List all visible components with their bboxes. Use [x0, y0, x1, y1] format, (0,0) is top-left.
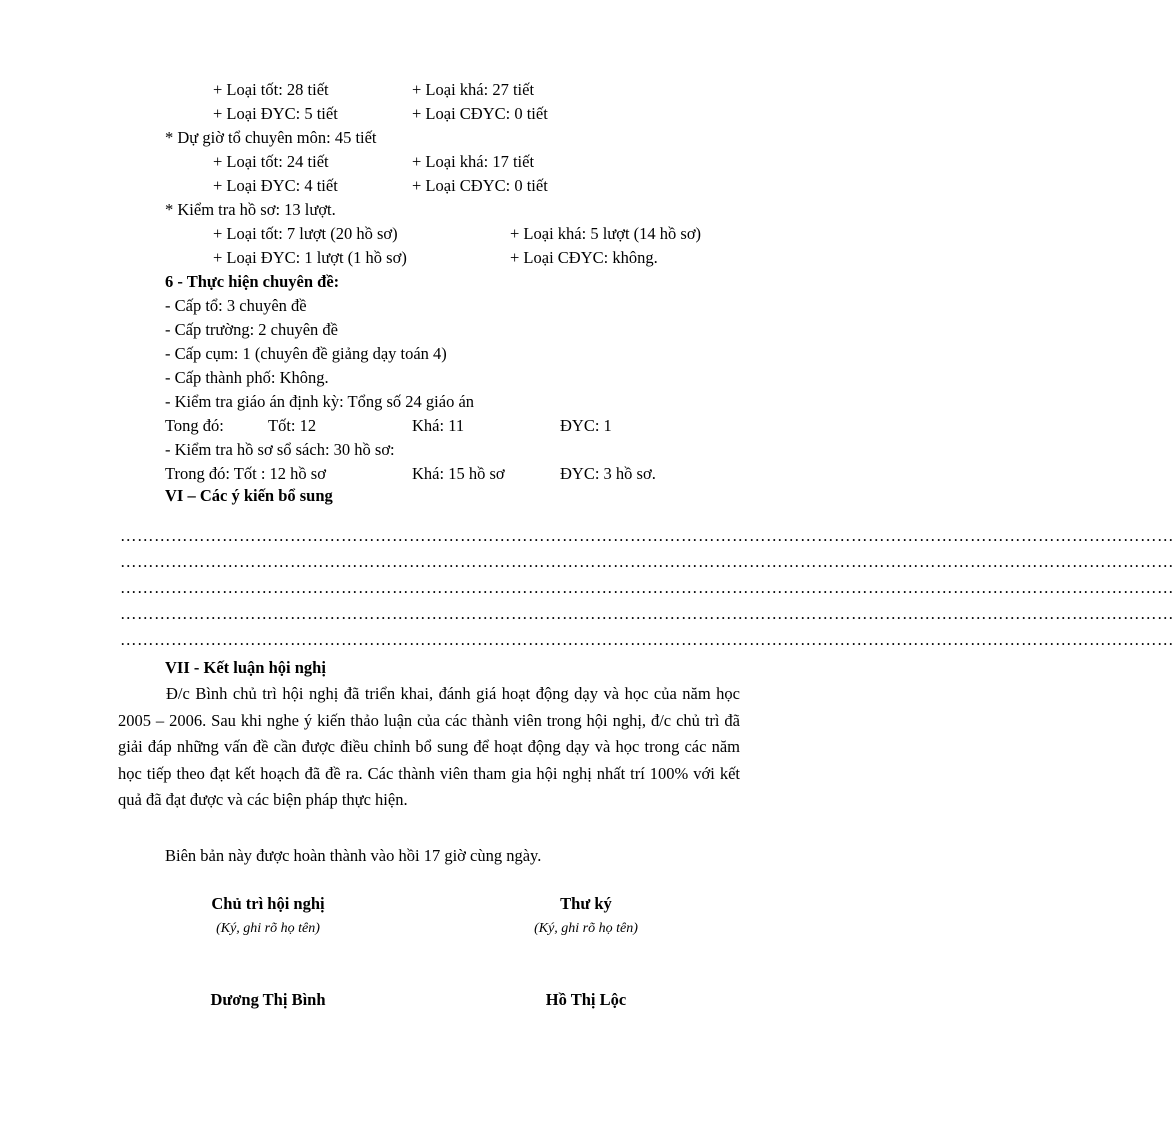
closing-line: Biên bản này được hoàn thành vào hồi 17 giờ cùng ngày.: [165, 846, 542, 865]
r2-b: + Loại CĐYC: 0 tiết: [412, 104, 548, 123]
sign-right-name: Hồ Thị Lộc: [545, 990, 627, 1009]
du-gio-line: * Dự giờ tổ chuyên môn: 45 tiết: [165, 128, 377, 147]
r4-b: + Loại CĐYC: 0 tiết: [412, 176, 548, 195]
section-vii-title: VII - Kết luận hội nghị: [165, 658, 326, 677]
giao-an-row-a: Tong đó:: [165, 416, 224, 435]
cap-truong-line: - Cấp trường: 2 chuyên đề: [165, 320, 339, 339]
cap-thanh-pho-line: - Cấp thành phố: Không.: [165, 368, 329, 387]
dotted-line-3: ……………………………………………………………………………………………………………………………………………………………………: [120, 578, 1174, 597]
kiem-tra-ho-so-line: * Kiểm tra hồ sơ: 13 lượt.: [165, 200, 336, 219]
cap-cum-line: - Cấp cụm: 1 (chuyên đề giảng dạy toán 4): [165, 344, 447, 363]
sign-right-note: (Ký, ghi rõ họ tên): [534, 921, 638, 936]
giao-an-row-c: Khá: 11: [412, 416, 465, 435]
r1-a: + Loại tốt: 28 tiết: [213, 80, 329, 99]
dotted-line-5: ……………………………………………………………………………………………………………………………………………………………………: [120, 630, 1174, 649]
so-sach-row-c: ĐYC: 3 hồ sơ.: [560, 464, 656, 483]
dotted-line-4: ……………………………………………………………………………………………………………………………………………………………………: [120, 604, 1174, 623]
conclusion-paragraph: Đ/c Bình chủ trì hội nghị đã triển khai, đánh giá hoạt động dạy và học của năm học 2005 – 2006. Sau khi nghe ý kiến thảo luận của các thành viên trong hội nghị, đ/c chủ trì đã giải đáp những vấn đề cần được điều chỉnh bổ sung để hoạt động dạy và học trong các năm học tiếp theo đạt kết hoạch đã đề ra. Các thành viên tham gia hội nghị nhất trí 100% với kết quả đã đạt được và các biện pháp thực hiện.: [118, 684, 740, 809]
dotted-line-2: ……………………………………………………………………………………………………………………………………………………………………: [120, 552, 1174, 571]
r3-b: + Loại khá: 17 tiết: [412, 152, 535, 171]
giao-an-line: - Kiểm tra giáo án định kỳ: Tổng số 24 giáo án: [165, 392, 475, 411]
r4-a: + Loại ĐYC: 4 tiết: [213, 176, 338, 195]
so-sach-row-a: Trong đó: Tốt : 12 hồ sơ: [165, 464, 326, 483]
giao-an-row-d: ĐYC: 1: [560, 416, 612, 435]
so-sach-row-b: Khá: 15 hồ sơ: [412, 464, 505, 483]
r6-a: + Loại ĐYC: 1 lượt (1 hồ sơ): [213, 248, 407, 267]
r1-b: + Loại khá: 27 tiết: [412, 80, 535, 99]
dotted-line-1: ……………………………………………………………………………………………………………………………………………………………………: [120, 526, 1174, 545]
r3-a: + Loại tốt: 24 tiết: [213, 152, 329, 171]
so-sach-line: - Kiểm tra hồ sơ sổ sách: 30 hồ sơ:: [165, 440, 395, 459]
r6-b: + Loại CĐYC: không.: [510, 248, 658, 267]
sign-left-name: Dương Thị Bình: [210, 990, 326, 1009]
sign-left-note: (Ký, ghi rõ họ tên): [216, 921, 320, 936]
r2-a: + Loại ĐYC: 5 tiết: [213, 104, 338, 123]
r5-b: + Loại khá: 5 lượt (14 hồ sơ): [510, 224, 702, 243]
section-6-title: 6 - Thực hiện chuyên đề:: [165, 272, 340, 291]
cap-to-line: - Cấp tổ: 3 chuyên đề: [165, 296, 307, 315]
sign-right-role: Thư ký: [560, 894, 612, 913]
sign-left-role: Chủ trì hội nghị: [211, 894, 325, 913]
section-vi-title: VI – Các ý kiến bổ sung: [165, 486, 333, 505]
giao-an-row-b: Tốt: 12: [268, 416, 317, 435]
r5-a: + Loại tốt: 7 lượt (20 hồ sơ): [213, 224, 398, 243]
